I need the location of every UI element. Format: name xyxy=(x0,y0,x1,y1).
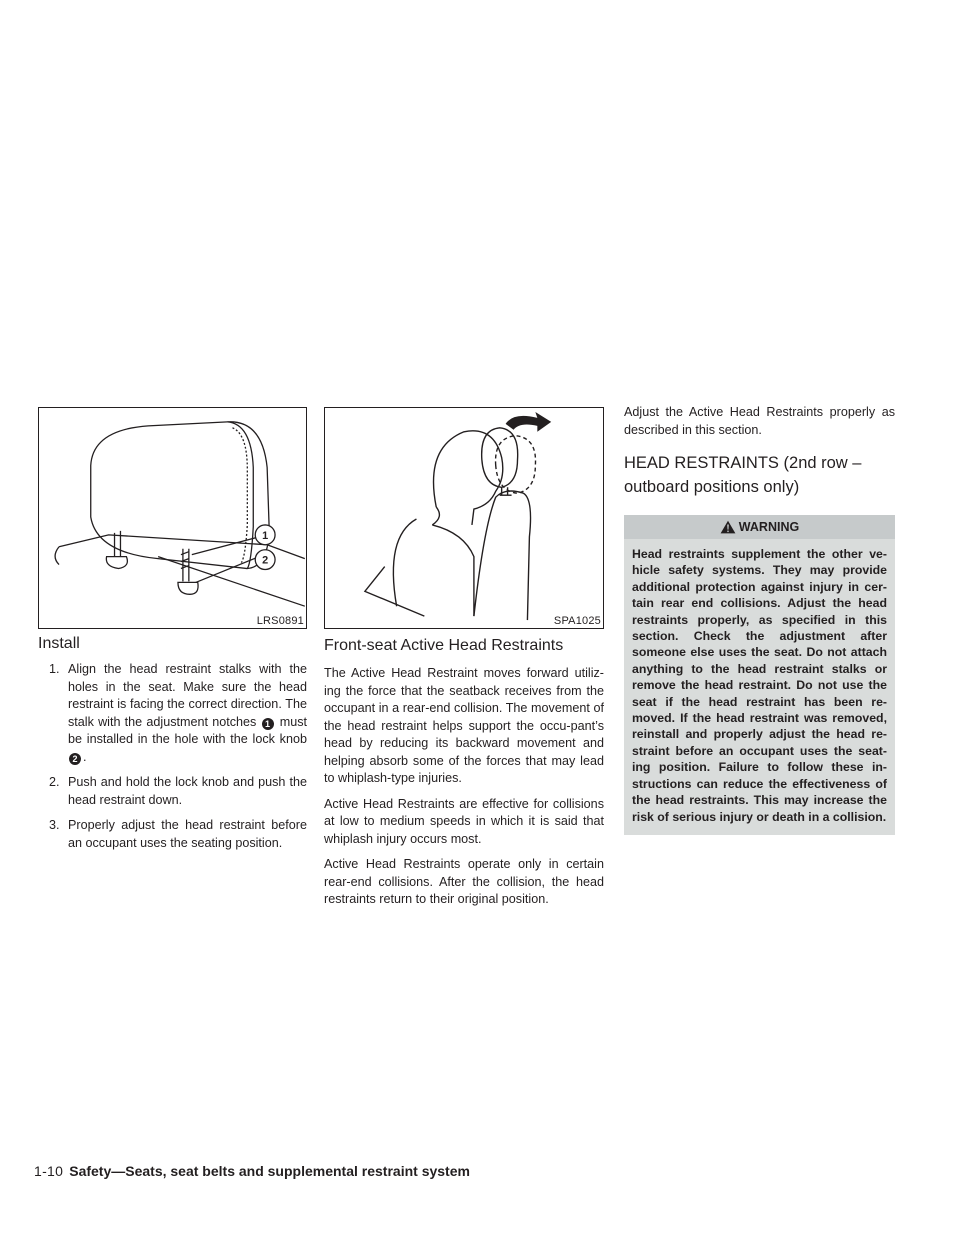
install-section xyxy=(38,634,307,860)
install-heading: Install xyxy=(38,635,80,652)
front-seat-paragraph-2: Active Head Restraints are effective for collisions at low to medium speeds in which it is said that whiplash injury occurs most. xyxy=(324,796,604,846)
figure-active-head-restraint xyxy=(324,407,604,629)
forward-arrow-icon xyxy=(506,412,552,432)
head-restraints-2nd-row-heading: HEAD RESTRAINTS (2nd row – outboard positions only) xyxy=(624,454,862,496)
warning-text: Head restraints supplement the other ve-hicle safety systems. They may provide additional protection against injury in cer-tain rear end collisions. Adjust the head restraints properly, as specified in this section. Check the adjustment after someone else uses the seat. Do not attach anything to the head restraint stalks or remove the head restraint. Do not use the seat if the head restraint has been re-moved. If the head restraint was removed, reinstall and properly adjust the head re-straint before an occupant uses the seat-ing position. Failure to follow these in-structions can reduce the effectiveness of the head restraints. This may increase the risk of serious injury or death in a collision. xyxy=(632,547,887,824)
warning-box xyxy=(624,515,895,835)
svg-text:2: 2 xyxy=(262,554,269,567)
install-step-1: 1. Align the head restraint stalks with the holes in the seat. Make sure the head restraint is facing the correct direction. The stalk with the adjustment notches 1 must be installed in the hole with the lock knob 2 . xyxy=(49,662,307,764)
callout-2 xyxy=(255,550,275,570)
figure-code: SPA1025 xyxy=(551,614,603,628)
svg-text:1: 1 xyxy=(262,529,269,542)
right-intro: Adjust the Active Head Restraints properly as described in this section. xyxy=(624,405,895,437)
page-number: 1-10 xyxy=(34,1163,64,1179)
front-seat-heading: Front-seat Active Head Restraints xyxy=(324,637,564,654)
warning-triangle-icon xyxy=(720,520,736,534)
install-step-2: 2. Push and hold the lock knob and push the head restraint down. xyxy=(49,775,307,807)
active-head-restraint-illustration xyxy=(325,408,603,628)
chapter-title: Safety—Seats, seat belts and supplemental restraint system xyxy=(69,1163,470,1179)
callout-ref-2: 2 xyxy=(69,753,81,765)
front-seat-section xyxy=(324,636,604,917)
front-seat-paragraph-1: The Active Head Restraint moves forward utiliz-ing the force that the seatback receives from the occupant in a rear-end collision. The movement of the head restraint helps support the occu-pant’s head by reducing its backward movement and helping absorb some of the forces that may lead to whiplash-type injuries. xyxy=(324,666,604,785)
front-seat-paragraph-3: Active Head Restraints operate only in certain rear-end collisions. After the collision, the head restraints return to their original position. xyxy=(324,857,604,906)
warning-title: WARNING xyxy=(738,520,800,534)
headrest-illustration xyxy=(39,408,306,628)
figure-headrest-install xyxy=(38,407,307,629)
warning-header xyxy=(624,515,895,539)
install-steps xyxy=(38,661,307,852)
page-footer xyxy=(34,1162,470,1180)
install-step-3: 3. Properly adjust the head restraint before an occupant uses the seating position. xyxy=(49,818,307,850)
callout-1 xyxy=(255,525,275,545)
figure-code: LRS0891 xyxy=(254,614,306,628)
callout-ref-1: 1 xyxy=(262,718,274,730)
right-column xyxy=(624,404,895,835)
